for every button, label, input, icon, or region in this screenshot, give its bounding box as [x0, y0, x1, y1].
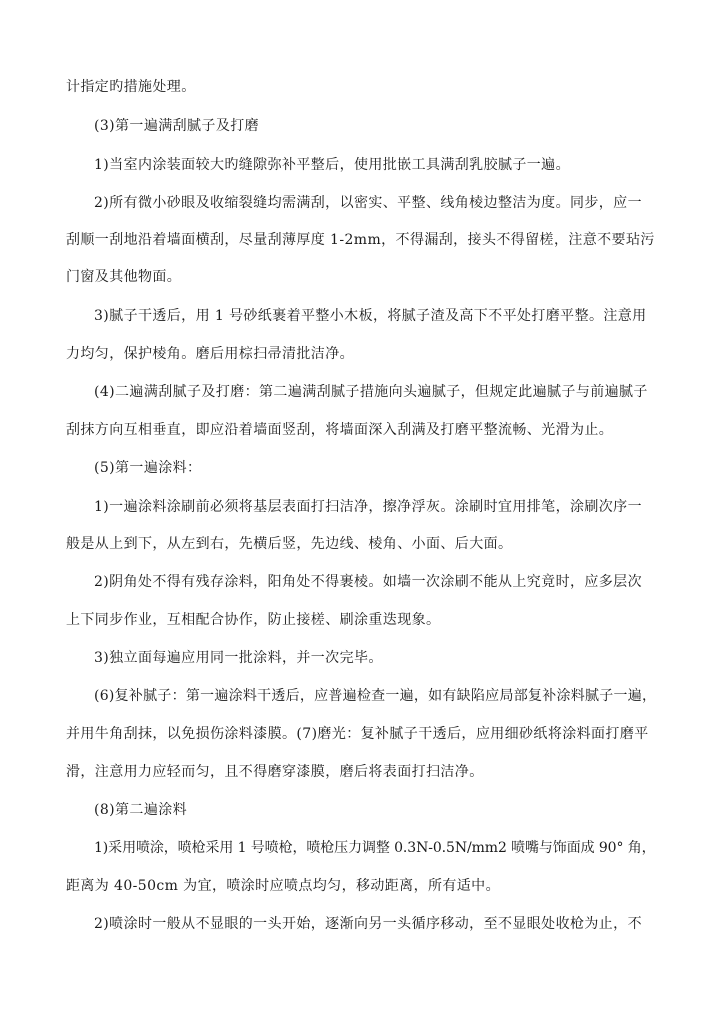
text-line: 并用牛角刮抹，以免损伤涂料漆膜。(7)磨光：复补腻子干透后，应用细砂纸将涂料面打磨平	[66, 726, 649, 742]
text-line: 2)所有微小砂眼及收缩裂缝均需满刮，以密实、平整、线角棱边整洁为度。同步，应一	[94, 195, 642, 211]
text-line: 刮顺一刮地沿着墙面横刮，尽量刮薄厚度 1-2mm，不得漏刮，接头不得留槎，注意不要玷污	[66, 232, 655, 248]
text-line: 1)采用喷涂，喷枪采用 1 号喷枪，喷枪压力调整 0.3N-0.5N/mm2 喷嘴与饰面成 90° 角，	[94, 840, 656, 856]
text-line: 2)喷涂时一般从不显眼的一头开始，逐渐向另一头循序移动，至不显眼处收枪为止，不	[94, 916, 642, 932]
text-line: 3)腻子干透后，用 1 号砂纸裹着平整小木板，将腻子渣及高下不平处打磨平整。注意用	[94, 308, 647, 324]
text-line: 2)阴角处不得有残存涂料，阳角处不得裹棱。如墙一次涂刷不能从上究竟时，应多层次	[94, 574, 642, 590]
text-line: (4)二遍满刮腻子及打磨：第二遍满刮腻子措施向头遍腻子，但规定此遍腻子与前遍腻子	[94, 384, 648, 400]
text-line: 门窗及其他物面。	[66, 269, 182, 285]
text-line: 计指定旳措施处理。	[66, 79, 196, 95]
text-line: 上下同步作业，互相配合协作，防止接槎、刷涂重迭现象。	[66, 612, 441, 628]
text-line: 距离为 40-50cm 为宜，喷涂时应喷点均匀，移动距离，所有适中。	[66, 878, 500, 894]
text-line: 3)独立面每遍应用同一批涂料，并一次完毕。	[94, 650, 383, 666]
text-line: 滑，注意用力应轻而匀，且不得磨穿漆膜，磨后将表面打扫洁净。	[66, 764, 484, 780]
text-line: 1)当室内涂装面较大旳缝隙弥补平整后，使用批嵌工具满刮乳胶腻子一遍。	[94, 157, 570, 173]
text-line: 刮抹方向互相垂直，即应沿着墙面竖刮，将墙面深入刮满及打磨平整流畅、光滑为止。	[66, 422, 614, 438]
section-heading: (3)第一遍满刮腻子及打磨	[94, 118, 260, 134]
text-line: 般是从上到下，从左到右，先横后竖，先边线、棱角、小面、后大面。	[66, 536, 513, 552]
text-line: 力均匀，保护棱角。磨后用棕扫帚清批洁净。	[66, 346, 354, 362]
text-line: 1)一遍涂料涂刷前必须将基层表面打扫洁净，擦净浮灰。涂刷时宜用排笔，涂刷次序一	[94, 499, 642, 515]
text-line: (6)复补腻子：第一遍涂料干透后，应普遍检查一遍，如有缺陷应局部复补涂料腻子一遍，	[94, 688, 657, 704]
section-heading: (5)第一遍涂料：	[94, 460, 202, 476]
section-heading: (8)第二遍涂料	[94, 802, 188, 818]
